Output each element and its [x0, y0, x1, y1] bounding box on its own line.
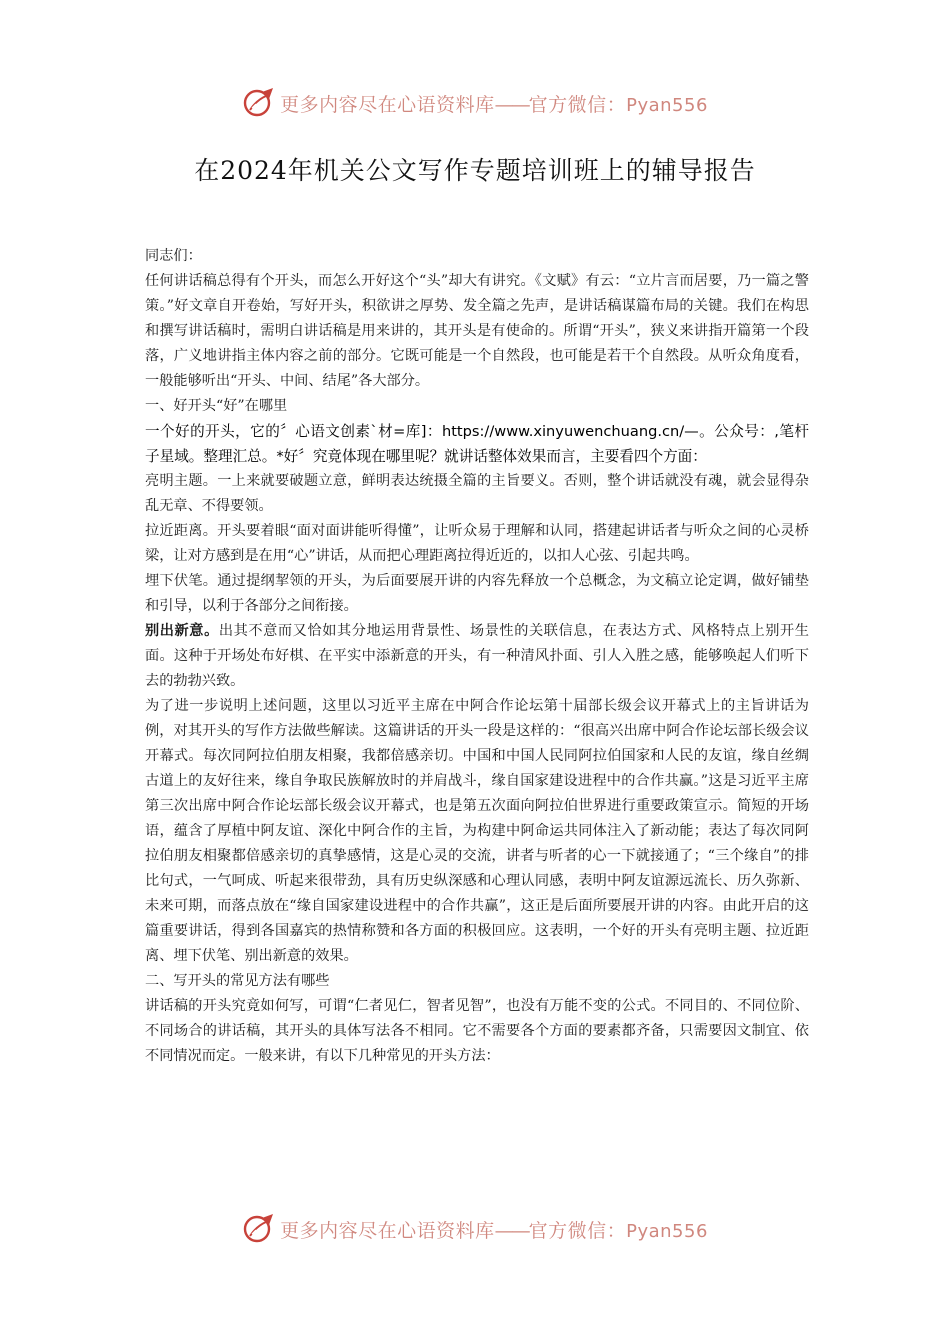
- section-heading-2: 二、写开头的常见方法有哪些: [145, 973, 330, 989]
- intro-paragraph: 任何讲话稿总得有个开头，而怎么开好这个“头”却大有讲究。《文赋》有云：“立片言而居要，乃一篇之警策。”好文章自开卷始，写好开头，积欲讲之厚势、发全篇之先声，是讲话稿谋篇布局的关键。我们在构思和撰写讲话稿时，需明白讲话稿是用来讲的，其开头是有使命的。所谓“开头”，狭义来讲指开篇第一个段落，广义地讲指主体内容之前的部分。它既可能是一个自然段，也可能是若干个自然段。从听众角度看，一般能够听出“开头、中间、结尾”各大部分。: [145, 273, 809, 389]
- point-paragraph-4: [145, 619, 809, 694]
- point-paragraph-1: 亮明主题。一上来就要破题立意，鲜明表达统摄全篇的主旨要义。否则，整个讲话就没有魂，就会显得杂乱无章、不得要领。: [145, 473, 809, 514]
- banner-text: [280, 90, 708, 117]
- point-4-lead: 别出新意。: [145, 623, 219, 639]
- banner-dash: ——: [494, 1219, 529, 1242]
- pen-logo-icon: [242, 1212, 276, 1246]
- banner-main-text: 更多内容尽在心语资料库: [280, 1219, 495, 1242]
- methods-paragraph: 讲话稿的开头究竟如何写，可谓“仁者见仁，智者见智”，也没有万能不变的公式。不同目的、不同位阶、不同场合的讲话稿，其开头的具体写法各不相同。它不需要各个方面的要素都齐备，只需要因文制宜、依不同情况而定。一般来讲，有以下几种常见的开头方法：: [145, 998, 809, 1064]
- header-watermark-banner: [0, 83, 950, 123]
- salutation: 同志们：: [145, 248, 202, 264]
- document-title: 在2024年机关公文写作专题培训班上的辅导报告: [194, 156, 756, 185]
- banner-dash: ——: [494, 93, 529, 116]
- watermark-paragraph: 一个好的开头，它的〞心语文创素`材=库]：https://www.xinyuwenchuang.cn/—。公众号：,笔杆子星域。整理汇总。*好〞究竟体现在哪里呢？就讲话整体效果而言，主要看四个方面：: [145, 423, 809, 465]
- banner-text: [280, 1216, 708, 1243]
- section-heading-1: 一、好开头“好”在哪里: [145, 398, 288, 414]
- pen-logo-icon: [242, 86, 276, 120]
- point-paragraph-3: 埋下伏笔。通过提纲挈领的开头，为后面要展开讲的内容先释放一个总概念，为文稿立论定调，做好铺垫和引导，以利于各部分之间衔接。: [145, 573, 809, 614]
- point-paragraph-2: 拉近距离。开头要着眼“面对面讲能听得懂”，让听众易于理解和认同，搭建起讲话者与听众之间的心灵桥梁，让对方感到是在用“心”讲话，从而把心理距离拉得近近的，以扣人心弦、引起共鸣。: [145, 523, 809, 564]
- banner-official-label: 官方微信：: [528, 1219, 627, 1242]
- document-body: [145, 244, 809, 1069]
- banner-wechat-id: Pyan556: [626, 94, 708, 116]
- example-paragraph: 为了进一步说明上述问题，这里以习近平主席在中阿合作论坛第十届部长级会议开幕式上的主旨讲话为例，对其开头的写作方法做些解读。这篇讲话的开头一段是这样的：“很高兴出席中阿合作论坛部长级会议开幕式。每次同阿拉伯朋友相聚，我都倍感亲切。中国和中国人民同阿拉伯国家和人民的友谊，缘自丝绸古道上的友好往来，缘自争取民族解放时的并肩战斗，缘自国家建设进程中的合作共赢。”这是习近平主席第三次出席中阿合作论坛部长级会议开幕式，也是第五次面向阿拉伯世界进行重要政策宣示。简短的开场语，蕴含了厚植中阿友谊、深化中阿合作的主旨，为构建中阿命运共同体注入了新动能；表达了每次同阿拉伯朋友相聚都倍感亲切的真挚感情，这是心灵的交流，讲者与听者的心一下就接通了；“三个缘自”的排比句式，一气呵成、听起来很带劲，具有历史纵深感和心理认同感，表明中阿友谊源远流长、历久弥新、未来可期，而落点放在“缘自国家建设进程中的合作共赢”，这正是后面所要展开讲的内容。由此开启的这篇重要讲话，得到各国嘉宾的热情称赞和各方面的积极回应。这表明，一个好的开头有亮明主题、拉近距离、埋下伏笔、别出新意的效果。: [145, 698, 809, 964]
- banner-official-label: 官方微信：: [528, 93, 627, 116]
- footer-watermark-banner: [0, 1209, 950, 1249]
- banner-wechat-id: Pyan556: [626, 1220, 708, 1242]
- banner-main-text: 更多内容尽在心语资料库: [280, 93, 495, 116]
- point-4-text: 出其不意而又恰如其分地运用背景性、场景性的关联信息，在表达方式、风格特点上别开生面。这种于开场处布好棋、在平实中添新意的开头，有一种清风扑面、引人入胜之感，能够唤起人们听下去的勃勃兴致。: [145, 623, 809, 689]
